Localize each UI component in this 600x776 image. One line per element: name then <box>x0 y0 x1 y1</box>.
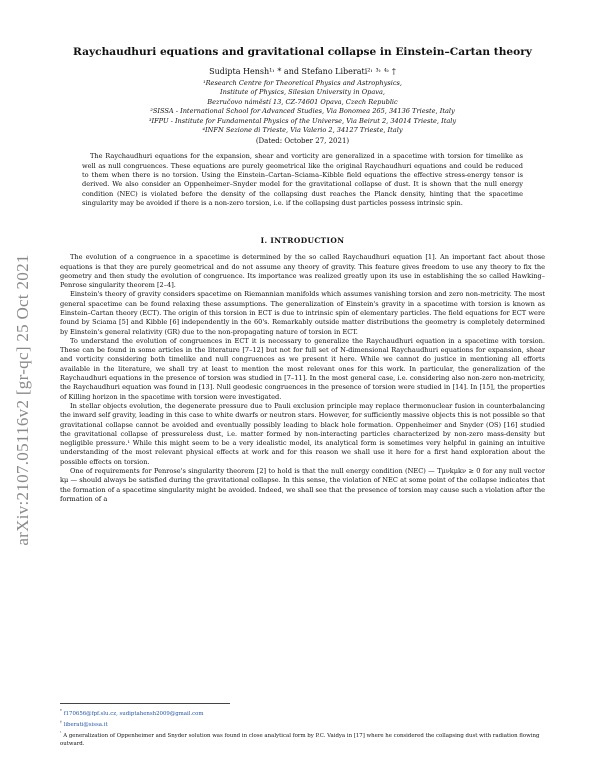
footnote <box>60 729 545 748</box>
affiliation-line: ⁴INFN Sezione di Trieste, Via Valerio 2, 34127 Trieste, Italy <box>202 126 403 135</box>
paper-content <box>60 46 545 504</box>
arxiv-stamp <box>8 190 38 610</box>
body-text <box>60 253 545 504</box>
body-paragraph: The evolution of a congruence in a spacetime is determined by the so called Raychaudhuri equation [1]. An important fact about those equations is that they are purely geometrical and do not assume any theory of gravity. This feature gives freedom to use any theory to fix the geometry and then study the evolution of congruence. Its importance was realized greatly upon its use in establishing the so called Hawking–Penrose singularity theorem [2–4]. <box>60 253 545 290</box>
arxiv-id[interactable]: arXiv:2107.05116v2 [gr-qc] 25 Oct 2021 <box>13 254 32 546</box>
body-paragraph: One of requirements for Penrose's singularity theorem [2] to hold is that the null energy condition (NEC) — Tμνkμkν ≥ 0 for any null vector kμ — should always be satisfied during the gravitational collapse. In this sense, the violation of NEC at some point of the collapse indicates that the formation of a spacetime singularity might be avoided. Indeed, we shall see that the presence of torsion may cause such a violation after the formation of a <box>60 467 545 503</box>
email-link[interactable]: f170656@fpf.slu.cz, sudiptahensh2009@gmail.com <box>63 710 204 717</box>
section-heading: I. INTRODUCTION <box>260 236 345 246</box>
body-paragraph: In stellar objects evolution, the degenerate pressure due to Pauli exclusion principle may replace thermonuclear fusion in counterbalancing the inward self gravity, leading in this case to white dwarfs or neutron stars. However, for sufficiently massive objects this is not possible so that gravitational collapse cannot be avoided and eventually possibly leading to black hole formation. Oppenheimer and Snyder (OS) [16] studied the gravitational collapse of pressureless dust, i.e. matter formed by non-interacting particles characterized by non-zero mass-density but negligible pressure.¹ While this might seem to be a very idealistic model, its analytical form is sometimes very helpful in gaining an intuitive understanding of the most relevant physical effects at work and for this reason we shall use it here for a first hand exploration about the possible effects on torsion. <box>60 401 545 466</box>
footnote-rule <box>60 703 230 704</box>
email-link[interactable]: liberati@sissa.it <box>63 722 108 728</box>
affiliation-line: Bezručovo náměstí 13, CZ-74601 Opava, Czech Republic <box>207 97 398 106</box>
affiliations <box>60 79 545 135</box>
footnote-mark: † <box>60 719 62 725</box>
dated-line: (Dated: October 27, 2021) <box>255 137 350 146</box>
author-list: Sudipta Hensh¹˒ * and Stefano Liberati²˒ ³˒ ⁴˒ † <box>209 67 396 76</box>
affiliation-line: ¹Research Centre for Theoretical Physics and Astrophysics, <box>202 79 403 87</box>
footnote-mark: * <box>60 708 62 713</box>
affiliation-line: Institute of Physics, Silesian University in Opava, <box>219 88 386 97</box>
affiliation-line: ³IFPU - Institute for Fundamental Physics of the Universe, Via Beirut 2, 34014 Trieste, Italy <box>148 116 457 125</box>
footnote <box>60 718 545 729</box>
body-paragraph: Einstein's theory of gravity considers spacetime on Riemannian manifolds which assumes vanishing torsion and zero non-metricity. The most general spacetime can be found relaxing these assumptions. The generalization of Einstein's gravity in a spacetime with torsion is known as Einstein–Cartan theory (ECT). The origin of this torsion in ECT is due to intrinsic spin of elementary particles. The field equations for ECT were found by Sciama [5] and Kibble [6] independently in the 60's. Remarkably outside matter distributions the geometry is completely determined by Einstein's general relativity (GR) due to the non-propagating nature of torsion in ECT. <box>60 290 545 336</box>
body-paragraph: To understand the evolution of congruences in ECT it is necessary to generalize the Raychaudhuri equation in a spacetime with torsion. These can be found in some articles in the literature [7–12] but not for full set of N-dimensional Raychaudhuri equations for expansion, shear and vorticity considering both timelike and null congruences as we present it here. While we cannot do justice in mentioning all efforts available in the literature, we shall try at least to mention the most relevant ones for this work. In particular, the generalization of the Raychaudhuri equations in the presence of torsion was studied in [7–11]. In the most general case, i.e. considering also non-zero non-metricity, the Raychaudhuri equation was found in [13]. Null geodesic congruences in the presence of torsion were studied in [14]. In [15], the properties of Killing horizon in the spacetime with torsion were investigated. <box>60 336 545 401</box>
footnote-mark: ¹ <box>60 730 62 736</box>
paper-title: Raychaudhuri equations and gravitational collapse in Einstein–Cartan theory <box>73 46 532 58</box>
footnotes <box>60 703 545 748</box>
footnote-text: A generalization of Oppenheimer and Snyder solution was found in close analytical form by P.C. Vaidya in [17] where he considered the collapsing dust with radiation flowing outward. <box>60 733 540 747</box>
footnote <box>60 707 545 718</box>
abstract: The Raychaudhuri equations for the expansion, shear and vorticity are generalized in a spacetime with torsion for timelike as well as null congruences. These equations are purely geometrical like the original Raychaudhuri equations and could be reduced to them when there is no torsion. Using the Einstein–Cartan–Sciama–Kibble field equations the effective stress-energy tensor is derived. We also consider an Oppenheimer–Snyder model for the gravitational collapse of dust. It is shown that the null energy condition (NEC) is violated before the density of the collapsing dust reaches the Planck density, hinting that the spacetime singularity may be avoided if there is a non-zero torsion, i.e. if the collapsing dust particles possess intrinsic spin. <box>82 152 523 207</box>
affiliation-line: ²SISSA - International School for Advanced Studies, Via Bonomea 265, 34136 Trieste, Italy <box>150 107 455 116</box>
